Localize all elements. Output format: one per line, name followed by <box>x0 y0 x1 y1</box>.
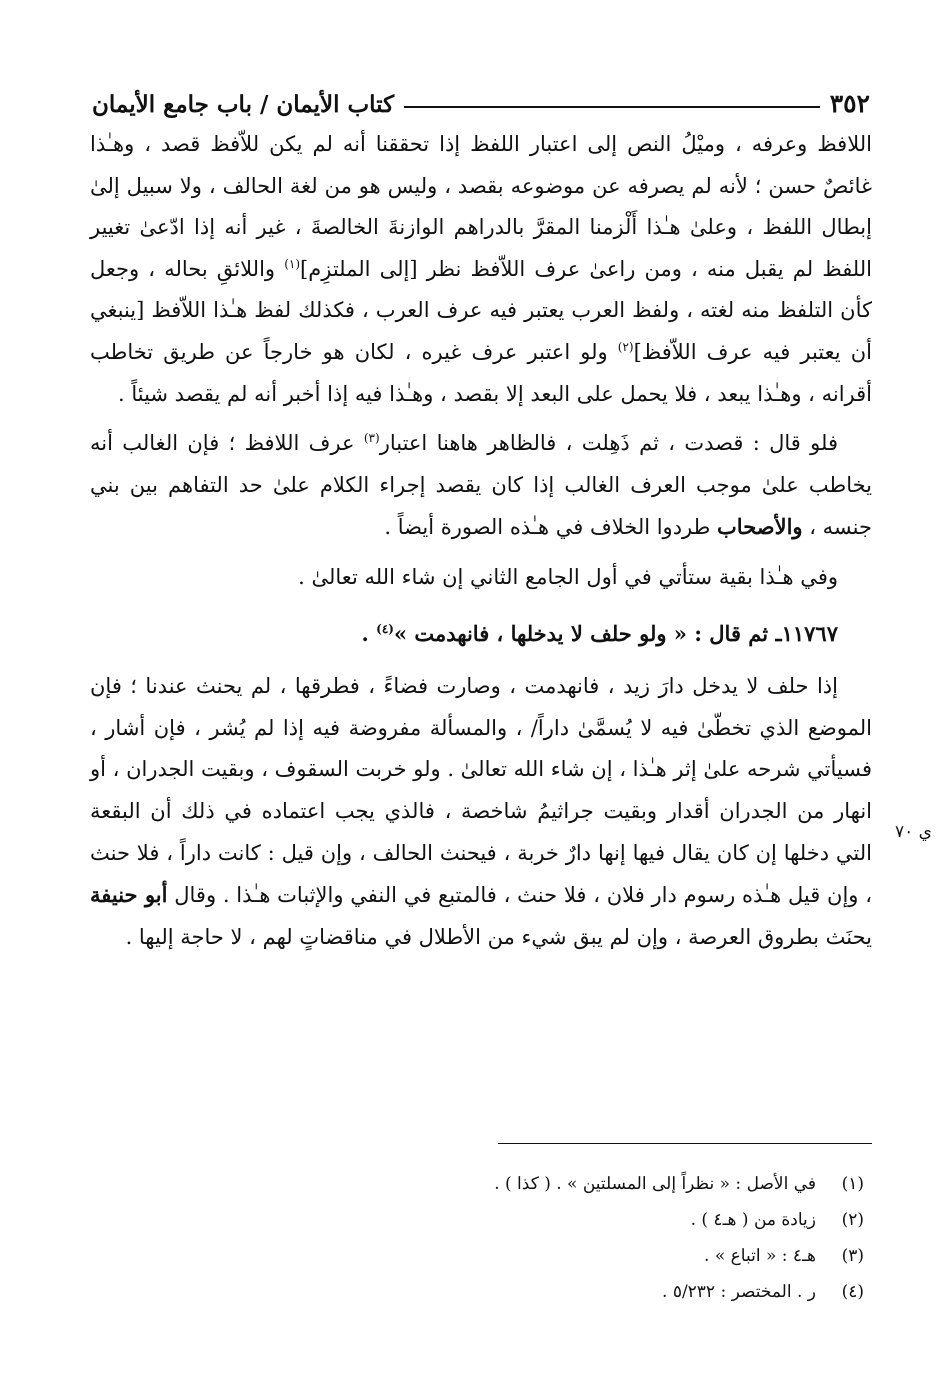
issue-heading-tail: . <box>361 620 377 646</box>
paragraph-2 <box>90 423 872 549</box>
paragraph-2-text-b: عرف اللافظ ؛ فإن الغالب أنه يخاطب علىٰ موجب العرف الغالب إذا كان يقصد إجراء الكلام علىٰ حد التفاهم بين بني جنسه ، <box>90 431 872 540</box>
manuscript-folio-ref: ي ٧٠ <box>895 822 932 842</box>
footnote-number: (٣) <box>841 1246 864 1266</box>
issue-heading-text: ١١٧٦٧ـ ثم قال : « ولو حلف لا يدخلها ، فانهدمت » <box>393 620 838 646</box>
footnote-text: زيادة من ( هـ٤ ) . <box>690 1210 816 1230</box>
footnote-marker-2: (٢) <box>617 339 634 354</box>
page-number: ٣٥٢ <box>829 89 870 118</box>
footnote-number: (٤) <box>841 1282 864 1302</box>
footnote-marker-3: (٣) <box>363 431 380 446</box>
footnote-text: ر . المختصر : ٥/٢٣٢ . <box>662 1282 816 1302</box>
header-rule <box>404 106 820 108</box>
footnote-marker-1: (١) <box>284 256 301 271</box>
footnote-number: (٢) <box>841 1210 864 1230</box>
paragraph-2-text-c: طردوا الخلاف في هـٰذه الصورة أيضاً . <box>384 515 718 540</box>
paragraph-4 <box>90 666 872 958</box>
paragraph-4-text: إذا حلف لا يدخل دارَ زيد ، فانهدمت ، وصارت فضاءً ، فطرقها ، لم يحنث عندنا ؛ فإن الموضع الذي تخطّىٰ فيه لا يُسمَّىٰ داراً/ ، والمسألة مفروضة فيه إذا لم يُشر ، فإن أشار ، فسيأتي شرحه علىٰ إثر هـٰذا ، إن شاء الله تعالىٰ . ولو خربت السقوف ، وبقيت الجدران ، أو انهار من الجدران أقدار وبقيت جراثيمُ شاخصة ، فالذي يجب اعتماده في ذلك أن البقعة التي دخلها إن كان يقال فيها إنها دارٌ خربة ، فيحنث الحالف ، وإن قيل : كانت داراً ، فلا حنث ، وإن قيل هـٰذه رسوم دار فلان ، فلا حنث ، فالمتبع في النفي والإثبات هـٰذا . وقال <box>89 674 872 908</box>
footnote <box>164 1274 864 1310</box>
paragraph-4-bold: أبو حنيفة <box>90 882 168 908</box>
main-text <box>90 124 872 958</box>
paragraph-1 <box>90 124 872 415</box>
paragraph-4-text-b: يحنَث بطروق العرصة ، وإن لم يبق شيء من الأطلال في مناقضاتٍ لهم ، لا حاجة إليها . <box>125 924 872 949</box>
running-header <box>92 78 870 118</box>
paragraph-1-text: اللافظ وعرفه ، وميْلُ النص إلى اعتبار اللفظ إذا تحققنا أنه لم يكن للاّفظ قصد ، وهـٰذا غائصٌ حسن ؛ لأنه لم يصرفه عن موضوعه بقصد ، وليس هو من لغة الحالف ، ولا سبيل إلىٰ إبطال اللفظ ، وعلىٰ هـٰذا أَلْزمنا المقرَّ بالدراهم الوازنةَ الخالصةَ ، غير أنه إذا ادّعىٰ تغيير اللفظ لم يقبل منه ، ومن راعىٰ عرف اللاّفظ نظر [إلى الملتزِم] <box>90 132 872 281</box>
footnote-text: في الأصل : « نظراً إلى المسلتين » . ( كذا ) . <box>494 1174 816 1194</box>
issue-heading <box>90 613 872 655</box>
footnote <box>164 1166 864 1202</box>
paragraph-1-text-c: ولو اعتبر عرف غيره ، لكان هو خارجاً عن طريق تخاطب أقرانه ، وهـٰذا يبعد ، فلا يحمل على البعد إلا بقصد ، وهـٰذا فيه إذا أخبر أنه لم يقصد شيئاً . <box>90 339 872 406</box>
footnote <box>164 1202 864 1238</box>
running-title: كتاب الأيمان / باب جامع الأيمان <box>92 91 395 118</box>
footnote-marker-4: (٤) <box>376 621 394 636</box>
footnote-separator <box>498 1143 872 1144</box>
paragraph-2-text: فلو قال : قصدت ، ثم ذَهِلت ، فالظاهر هاهنا اعتبار <box>379 431 838 456</box>
footnote <box>164 1238 864 1274</box>
paragraph-3: وفي هـٰذا بقية ستأتي في أول الجامع الثاني إن شاء الله تعالىٰ . <box>298 564 838 589</box>
footnote-text: هـ٤ : « اتباع » . <box>704 1246 816 1266</box>
footnote-number: (١) <box>841 1174 864 1194</box>
paragraph-2-bold: والأصحاب <box>717 514 803 540</box>
footnotes <box>164 1166 864 1310</box>
paragraph-1-text-b: واللائقِ بحاله ، وجعل كأن التلفظ منه لغته ، ولفظ العرب يعتبر فيه عرف العرب ، فكذلك لفظ هـٰذا اللاّفظ [ينبغي أن يعتبر فيه عرف اللاّفظ] <box>90 256 872 364</box>
